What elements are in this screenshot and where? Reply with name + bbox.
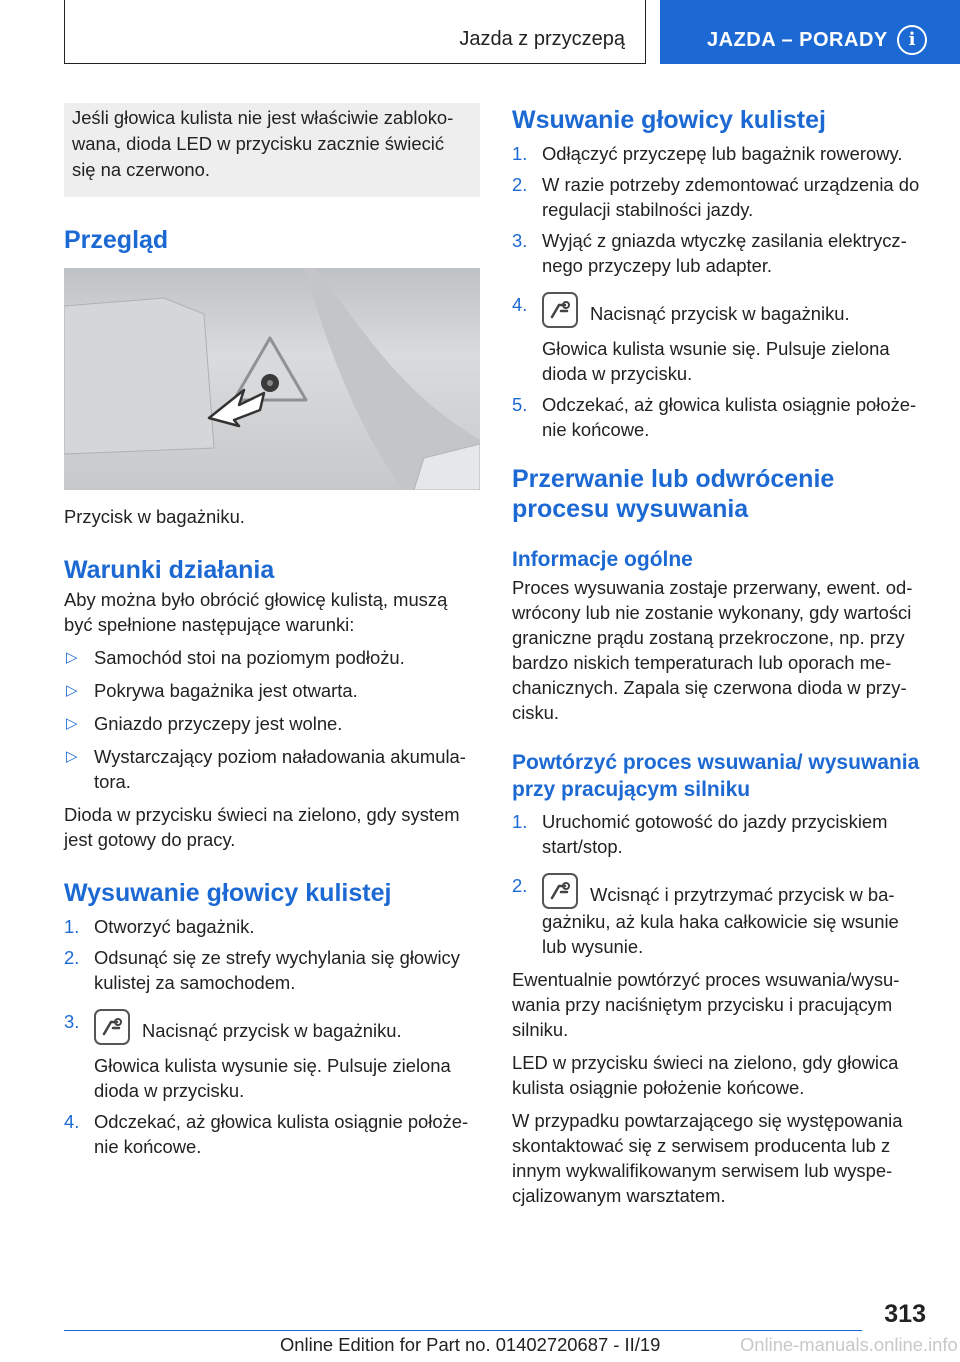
conditions-heading: Warunki działania xyxy=(64,556,275,584)
list-item: 1. Uruchomić gotowość do jazdy przyciskiem start/stop. xyxy=(512,811,888,857)
trunk-illustration xyxy=(64,268,480,490)
triangle-bullet-icon: ▷ xyxy=(66,682,78,699)
list-item: 2. W razie potrzeby zdemontować urządzenia do regulacji stabilności jazdy. xyxy=(512,174,920,220)
triangle-bullet-icon: ▷ xyxy=(66,715,78,732)
repeat-steps xyxy=(512,809,928,959)
led-info: Dioda w przycisku świeci na zielono, gdy system jest gotowy do pracy. xyxy=(64,804,460,850)
chapter-tab[interactable] xyxy=(660,0,960,64)
warning-note xyxy=(64,103,480,197)
list-item: 4. Odczekać, aż głowica kulista osiągnie położe-nie końcowe. xyxy=(64,1111,469,1157)
list-item: 3. Nacisnąć przycisk w bagażniku. Głowica kulista wysunie się. Pulsuje zielona dioda w przycisku. xyxy=(64,1009,480,1103)
note-text: Jeśli głowica kulista nie jest właściwie zabloko-wana, dioda LED w przycisku zacznie świecić się na czerwono. xyxy=(72,107,454,180)
interrupt-heading: Przerwanie lub odwrócenie procesu wysuwania xyxy=(512,465,835,523)
page-number: 313 xyxy=(884,1300,926,1328)
overview-heading: Przegląd xyxy=(64,226,169,254)
edition-text: Online Edition for Part no. 01402720687 - II/19 xyxy=(280,1334,661,1355)
general-text: Proces wysuwania zostaje przerwany, ewent. od-wrócony lub nie zostanie wykonany, gdy wartości graniczne prądu zostaną przekroczone, np. przy bardzo niskich temperaturach lub oporach me-chanicznych. Zapala się czerwona dioda w przy-cisku. xyxy=(512,577,913,723)
list-item: ▷ Pokrywa bagażnika jest otwarta. xyxy=(66,680,358,701)
step-result: Głowica kulista wysunie się. Pulsuje zielona dioda w przycisku. xyxy=(94,1055,451,1101)
list-item: 2. Odsunąć się ze strefy wychylania się głowicy kulistej za samochodem. xyxy=(64,947,460,993)
right-column xyxy=(512,103,928,1208)
step-result: Głowica kulista wsunie się. Pulsuje zielona dioda w przycisku. xyxy=(542,338,890,384)
conditions-list xyxy=(64,645,480,794)
repeat-paragraph-1: Ewentualnie powtórzyć proces wsuwania/wysu-wania przy naciśniętym przycisku i pracującym silniku. xyxy=(512,969,900,1040)
general-heading: Informacje ogólne xyxy=(512,548,693,571)
figure-caption: Przycisk w bagażniku. xyxy=(64,506,245,527)
retract-steps xyxy=(512,141,928,442)
repeat-heading: Powtórzyć proces wsuwania/ wysuwania przy pracującym silniku xyxy=(512,751,920,801)
chapter-label: JAZDA – PORADY xyxy=(707,29,888,51)
triangle-bullet-icon: ▷ xyxy=(66,649,78,666)
list-item: 1. Odłączyć przyczepę lub bagażnik rowerowy. xyxy=(512,143,903,164)
footer-divider xyxy=(64,1330,862,1331)
watermark-text: Online-manuals.online.info xyxy=(740,1334,958,1355)
triangle-bullet-icon: ▷ xyxy=(66,748,78,765)
conditions-intro: Aby można było obrócić głowicę kulistą, muszą być spełnione następujące warunki: xyxy=(64,589,448,635)
list-item: 2. Wcisnąć i przytrzymać przycisk w ba-gażniku, aż kula haka całkowicie się wsunie lub wysunie. xyxy=(512,875,899,957)
tow-hitch-button-icon xyxy=(542,873,578,909)
extend-heading: Wysuwanie głowicy kulistej xyxy=(64,879,392,907)
tow-hitch-button-icon xyxy=(94,1009,130,1045)
tow-hitch-button-icon xyxy=(542,292,578,328)
list-item: 4. Nacisnąć przycisk w bagażniku. Głowica kulista wsunie się. Pulsuje zielona dioda w przycisku. xyxy=(512,292,928,386)
list-item: 3. Wyjąć z gniazda wtyczkę zasilania elektrycz-nego przyczepy lub adapter. xyxy=(512,230,907,276)
section-title: Jazda z przyczepą xyxy=(459,28,625,50)
list-item: ▷ Samochód stoi na poziomym podłożu. xyxy=(66,647,405,668)
trunk-button-photo xyxy=(64,268,480,490)
list-item: ▷ Wystarczający poziom naładowania akumula-tora. xyxy=(66,746,466,792)
repeat-paragraph-3: W przypadku powtarzającego się występowania skontaktować się z serwisem producenta lub z innym wykwalifikowanym serwisem lub wyspe-cjalizowanym warsztatem. xyxy=(512,1110,903,1206)
list-item: ▷ Gniazdo przyczepy jest wolne. xyxy=(66,713,343,734)
repeat-paragraph-2: LED w przycisku świeci na zielono, gdy głowica kulista osiągnie położenie końcowe. xyxy=(512,1052,899,1098)
list-item: 1. Otworzyć bagażnik. xyxy=(64,916,255,937)
info-icon: i xyxy=(897,25,927,55)
list-item: 5. Odczekać, aż głowica kulista osiągnie położe-nie końcowe. xyxy=(512,394,917,440)
retract-heading: Wsuwanie głowicy kulistej xyxy=(512,106,826,134)
extend-steps xyxy=(64,914,480,1159)
left-column xyxy=(64,103,480,1159)
